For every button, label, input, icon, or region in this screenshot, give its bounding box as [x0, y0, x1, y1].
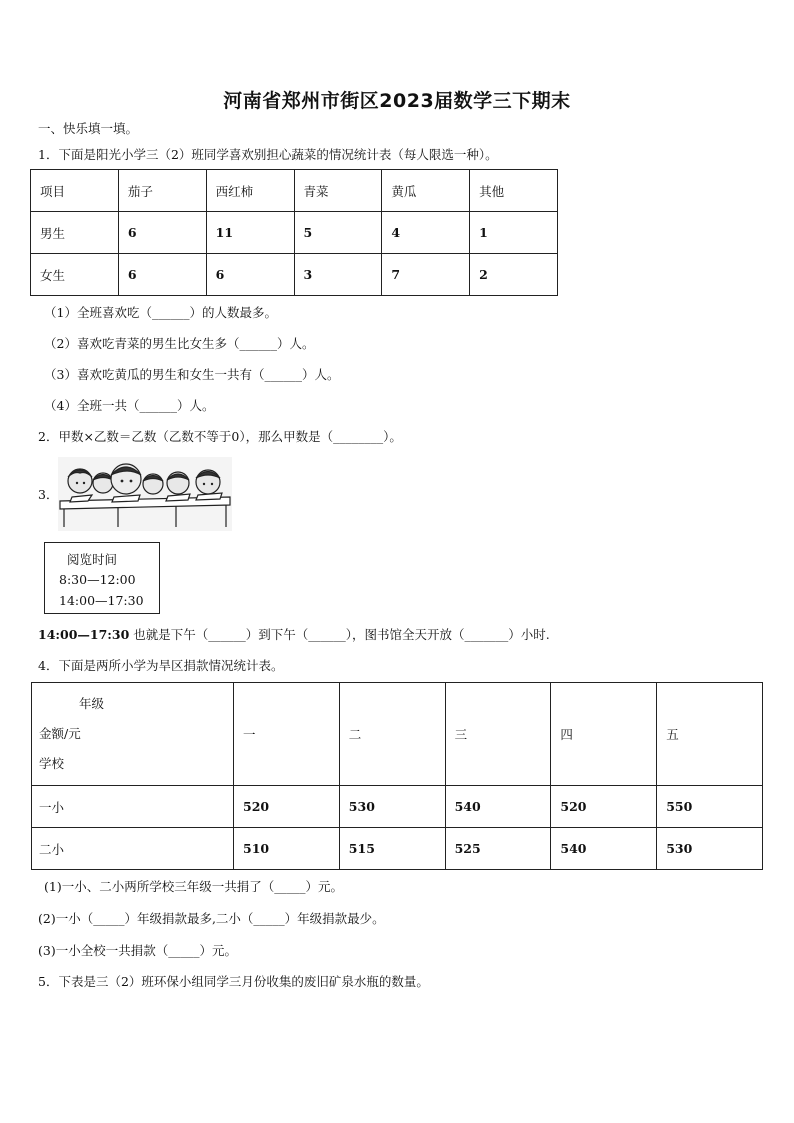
- question-4-stem: 4．下面是两所小学为旱区捐款情况统计表。: [38, 658, 284, 673]
- table-cell: 510: [234, 828, 340, 870]
- corner-school-label: 学校: [39, 756, 65, 771]
- table-cell: 550: [657, 786, 763, 828]
- table-corner-cell: [32, 683, 234, 786]
- table-header-cell: 四: [551, 683, 657, 786]
- table-cell: 2: [470, 254, 558, 296]
- table-cell: 540: [445, 786, 551, 828]
- table-cell: 7: [382, 254, 470, 296]
- table-cell: 6: [118, 254, 206, 296]
- table-row: [32, 828, 763, 870]
- question-1-sub-4: （4）全班一共（______）人。: [44, 398, 215, 413]
- table-cell: 515: [339, 828, 445, 870]
- table-cell: 530: [657, 828, 763, 870]
- table-cell: 525: [445, 828, 551, 870]
- table-cell: 6: [206, 254, 294, 296]
- table-cell: 530: [339, 786, 445, 828]
- morning-time: 8:30—12:00: [59, 572, 136, 587]
- table-cell: 女生: [31, 254, 119, 296]
- reading-time-box: [44, 542, 160, 614]
- question-3-rest: 也就是下午（______）到下午（______），图书馆全天开放（_______）小时.: [129, 627, 550, 642]
- table-header-row: [31, 170, 558, 212]
- question-4-sub-2: (2)一小（_____）年级捐款最多,二小（_____）年级捐款最少。: [38, 911, 385, 926]
- section-heading: 一、快乐填一填。: [38, 121, 139, 136]
- table-cell: 540: [551, 828, 657, 870]
- children-reading-illustration: [58, 457, 232, 531]
- table-cell: 5: [294, 212, 382, 254]
- vegetable-table: [30, 169, 558, 296]
- question-4-sub-3: (3)一小全校一共捐款（_____）元。: [38, 943, 237, 958]
- table-header-cell: 其他: [470, 170, 558, 212]
- question-5-stem: 5．下表是三（2）班环保小组同学三月份收集的废旧矿泉水瓶的数量。: [38, 974, 429, 989]
- table-header-cell: 项目: [31, 170, 119, 212]
- corner-grade-label: 年级: [79, 696, 105, 711]
- table-cell: 3: [294, 254, 382, 296]
- table-cell: 一小: [32, 786, 234, 828]
- table-cell: 1: [470, 212, 558, 254]
- table-header-cell: 西红柿: [206, 170, 294, 212]
- table-header-cell: 茄子: [118, 170, 206, 212]
- table-cell: 520: [551, 786, 657, 828]
- page-title: 河南省郑州市街区2023届数学三下期末: [223, 90, 571, 112]
- table-cell: 4: [382, 212, 470, 254]
- table-header-cell: 一: [234, 683, 340, 786]
- question-1-sub-2: （2）喜欢吃青菜的男生比女生多（______）人。: [44, 336, 315, 351]
- table-cell: 520: [234, 786, 340, 828]
- table-header-cell: 二: [339, 683, 445, 786]
- table-row: [31, 212, 558, 254]
- table-cell: 6: [118, 212, 206, 254]
- reading-time-title: 阅览时间: [67, 552, 118, 567]
- question-1-stem: 1．下面是阳光小学三（2）班同学喜欢别担心蔬菜的情况统计表（每人限选一种）。: [38, 147, 498, 162]
- question-1-sub-1: （1）全班喜欢吃（______）的人数最多。: [44, 305, 277, 320]
- question-2-stem: 2．甲数×乙数＝乙数（乙数不等于0），那么甲数是（________）。: [38, 429, 402, 444]
- donation-table: [31, 682, 763, 870]
- table-header-cell: 黄瓜: [382, 170, 470, 212]
- table-cell: 二小: [32, 828, 234, 870]
- table-cell: 男生: [31, 212, 119, 254]
- question-3-number: 3．: [38, 487, 59, 502]
- question-3-time-range: 14:00—17:30: [38, 627, 130, 642]
- table-header-row: [32, 683, 763, 786]
- table-header-cell: 青菜: [294, 170, 382, 212]
- afternoon-time: 14:00—17:30: [59, 593, 144, 608]
- table-header-cell: 三: [445, 683, 551, 786]
- question-1-sub-3: （3）喜欢吃黄瓜的男生和女生一共有（______）人。: [44, 367, 340, 382]
- table-row: [31, 254, 558, 296]
- table-row: [32, 786, 763, 828]
- corner-amount-label: 金额/元: [39, 726, 81, 741]
- table-header-cell: 五: [657, 683, 763, 786]
- question-3-text: [38, 627, 550, 643]
- question-4-sub-1: (1)一小、二小两所学校三年级一共捐了（_____）元。: [44, 879, 343, 894]
- table-cell: 11: [206, 212, 294, 254]
